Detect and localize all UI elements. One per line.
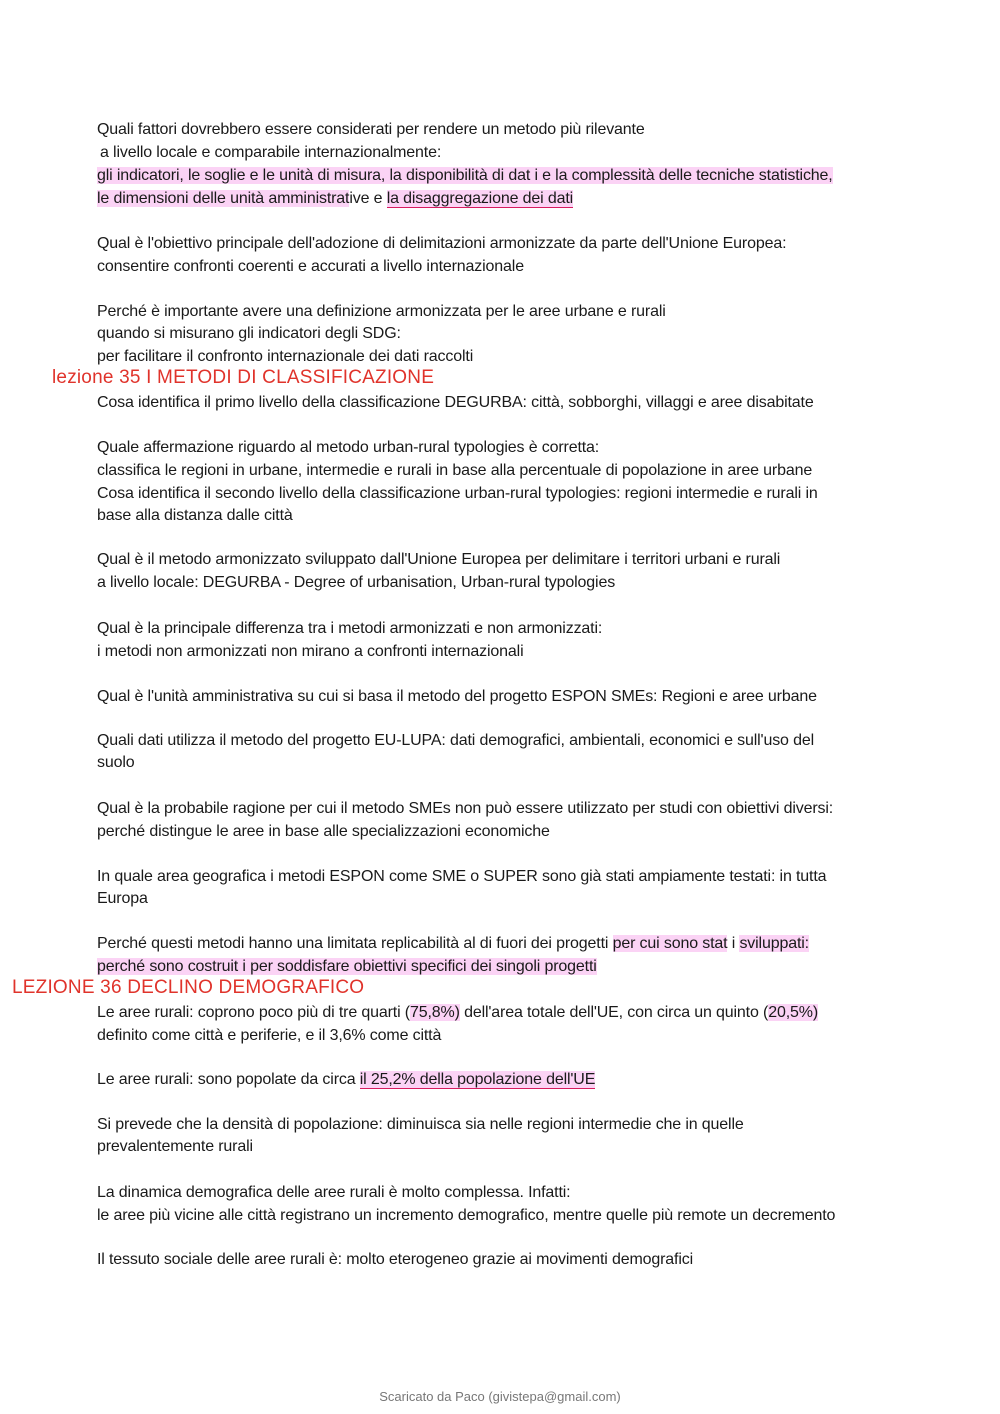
question-text: La dinamica demografica delle aree rurali è molto complessa. Infatti: (97, 1184, 571, 1201)
qa-line: Si prevede che la densità di popolazione: diminuisca sia nelle regioni intermedie che in quelle (97, 1116, 744, 1133)
question-text: quando si misurano gli indicatori degli SDG: (97, 325, 401, 342)
page-footer: Scaricato da Paco (givistepa@gmail.com) (379, 1389, 621, 1404)
question-text: a livello locale e comparabile internazionalmente: (100, 144, 442, 161)
qa-line (97, 1002, 818, 1024)
answer-text: le aree più vicine alle città registrano un incremento demografico, mentre quelle più remote un decremento (97, 1207, 836, 1224)
qa-line: Quali dati utilizza il metodo del progetto EU-LUPA: dati demografici, ambientali, economici e sull'uso del (97, 732, 814, 749)
question-text: Perché è importante avere una definizione armonizzata per le aree urbane e rurali (97, 303, 666, 320)
highlighted-answer: gli indicatori, le soglie e le unità di misura, la disponibilità di dat i e la complessità delle tecniche statistiche, (97, 167, 833, 184)
question-text: Quali fattori dovrebbero essere considerati per rendere un metodo più rilevante (97, 121, 645, 138)
question-text: Qual è il metodo armonizzato sviluppato dall'Unione Europea per delimitare i territori urbani e rurali (97, 551, 781, 568)
answer-text: consentire confronti coerenti e accurati a livello internazionale (97, 258, 524, 275)
question-fragment: Le aree rurali: sono popolate da circa (97, 1071, 360, 1088)
answer-fragment: ive e (349, 190, 387, 207)
section-heading: lezione 35 I METODI DI CLASSIFICAZIONE (52, 367, 435, 388)
answer-text: a livello locale: DEGURBA - Degree of urbanisation, Urban-rural typologies (97, 574, 616, 591)
underlined-answer: il 25,2% della popolazione dell'UE (359, 1071, 596, 1088)
answer-fragment: dell'area totale dell'UE, con circa un quinto ( (459, 1004, 769, 1021)
answer-fragment: Le aree rurali: coprono poco più di tre quarti ( (97, 1004, 410, 1021)
question-text: Qual è l'obiettivo principale dell'adozione di delimitazioni armonizzate da parte dell'Unione Europea: (97, 235, 787, 252)
qa-line: In quale area geografica i metodi ESPON come SME o SUPER sono già stati ampiamente testati: in tutta (97, 868, 827, 885)
answer-text (97, 188, 573, 210)
answer-text: suolo (97, 754, 135, 771)
highlighted-answer: 20,5%) (768, 1004, 818, 1021)
question-fragment: i (727, 935, 740, 952)
question-fragment: Perché questi metodi hanno una limitata replicabilità al di fuori dei progetti (97, 935, 613, 952)
answer-text: per facilitare il confronto internazionale dei dati raccolti (97, 348, 474, 365)
answer-text (97, 165, 833, 187)
qa-line: Cosa identifica il primo livello della classificazione DEGURBA: città, sobborghi, villaggi e aree disabitate (97, 394, 814, 411)
answer-text: i metodi non armonizzati non mirano a confronti internazionali (97, 643, 524, 660)
highlighted-answer: sviluppati: (739, 935, 809, 952)
highlighted-answer: per cui sono stat (612, 935, 728, 952)
answer-text: prevalentemente rurali (97, 1138, 253, 1155)
qa-line: Qual è l'unità amministrativa su cui si basa il metodo del progetto ESPON SMEs: Regioni e aree urbane (97, 688, 817, 705)
answer-text: definito come città e periferie, e il 3,6% come città (97, 1027, 442, 1044)
question-text (97, 933, 809, 955)
highlighted-answer: perché sono costruit i per soddisfare obiettivi specifici dei singoli progetti (97, 958, 597, 975)
highlighted-answer: le dimensioni delle unità amministrat (97, 190, 350, 207)
question-text: Qual è la principale differenza tra i metodi armonizzati e non armonizzati: (97, 620, 603, 637)
highlighted-answer: 75,8%) (409, 1004, 460, 1021)
qa-line: Il tessuto sociale delle aree rurali è: molto eterogeneo grazie ai movimenti demografici (97, 1251, 693, 1268)
question-text: Qual è la probabile ragione per cui il metodo SMEs non può essere utilizzato per studi con obiettivi diversi: (97, 800, 834, 817)
answer-text: perché distingue le aree in base alle specializzazioni economiche (97, 823, 550, 840)
answer-text: Europa (97, 890, 148, 907)
qa-line: Cosa identifica il secondo livello della classificazione urban-rural typologies: regioni intermedie e rurali in (97, 485, 818, 502)
section-heading: LEZIONE 36 DECLINO DEMOGRAFICO (12, 977, 365, 998)
question-text: Quale affermazione riguardo al metodo urban-rural typologies è corretta: (97, 439, 600, 456)
underlined-answer: la disaggregazione dei dati (386, 190, 574, 207)
answer-text: classifica le regioni in urbane, intermedie e rurali in base alla percentuale di popolazione in aree urbane (97, 462, 813, 479)
answer-text: base alla distanza dalle città (97, 507, 293, 524)
answer-text (97, 956, 597, 978)
qa-line (97, 1069, 595, 1091)
